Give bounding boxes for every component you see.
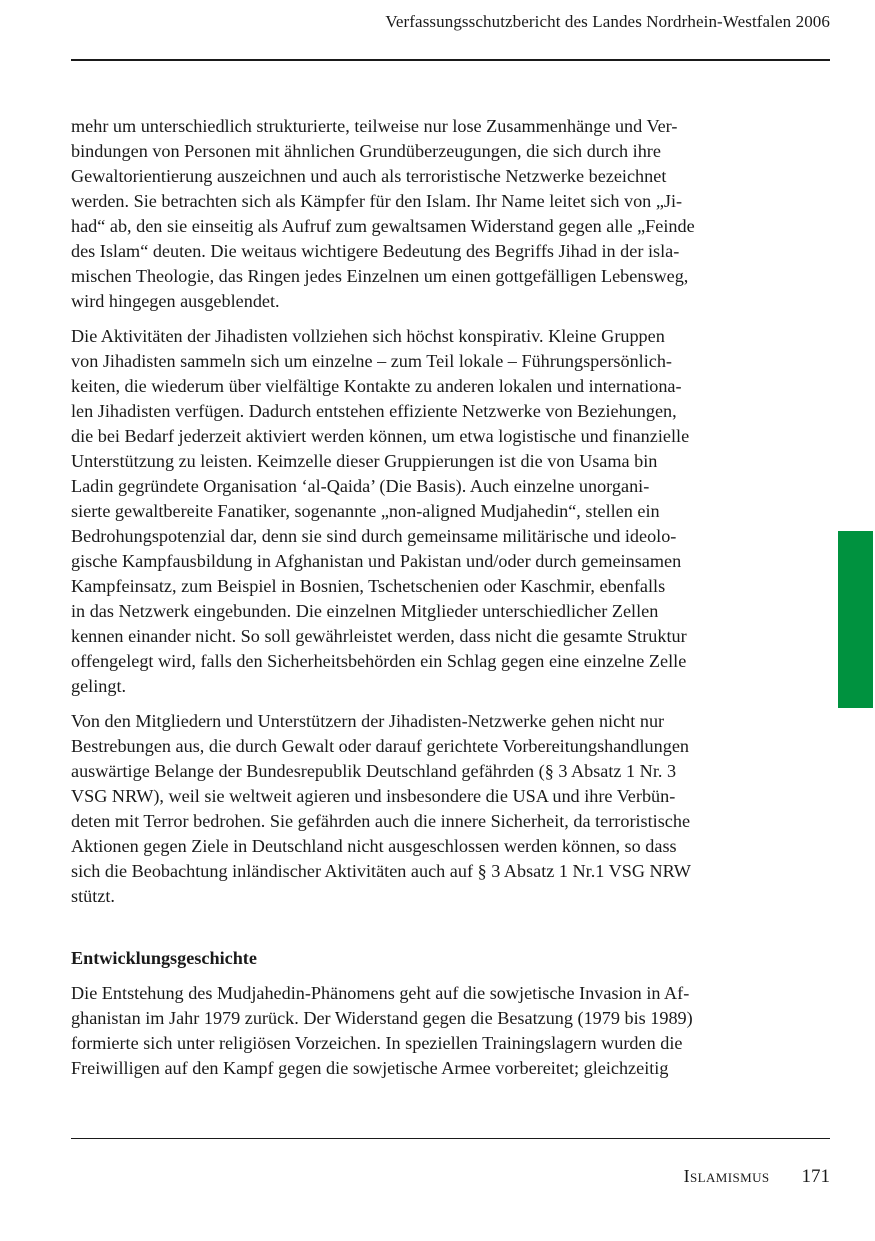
text-line: stützt.	[71, 886, 115, 906]
text-line: VSG NRW), weil sie weltweit agieren und insbesondere die USA und ihre Verbün-	[71, 786, 676, 806]
text-line: ghanistan im Jahr 1979 zurück. Der Widerstand gegen die Besatzung (1979 bis 1989)	[71, 1008, 693, 1028]
text-line: wird hingegen ausgeblendet.	[71, 291, 280, 311]
text-line: mehr um unterschiedlich strukturierte, teilweise nur lose Zusammenhänge und Ver-	[71, 116, 678, 136]
text-line: offengelegt wird, falls den Sicherheitsbehörden ein Schlag gegen eine einzelne Zelle	[71, 651, 687, 671]
text-line: keiten, die wiederum über vielfältige Kontakte zu anderen lokalen und internationa-	[71, 376, 682, 396]
text-line: had“ ab, den sie einseitig als Aufruf zum gewaltsamen Widerstand gegen alle „Feinde	[71, 216, 695, 236]
text-line: sierte gewaltbereite Fanatiker, sogenannte „non-aligned Mudjahedin“, stellen ein	[71, 501, 660, 521]
text-line: Die Aktivitäten der Jihadisten vollziehen sich höchst konspirativ. Kleine Gruppen	[71, 326, 665, 346]
text-line: Unterstützung zu leisten. Keimzelle dieser Gruppierungen ist die von Usama bin	[71, 451, 658, 471]
text-line: die bei Bedarf jederzeit aktiviert werden können, um etwa logistische und finanzielle	[71, 426, 690, 446]
text-line: des Islam“ deuten. Die weitaus wichtigere Bedeutung des Begriffs Jihad in der isla-	[71, 241, 680, 261]
section-heading: Entwicklungsgeschichte	[71, 948, 257, 968]
text-line: Bestrebungen aus, die durch Gewalt oder darauf gerichtete Vorbereitungshandlungen	[71, 736, 690, 756]
text-line: Aktionen gegen Ziele in Deutschland nicht ausgeschlossen werden können, so dass	[71, 836, 677, 856]
footer-section-name: Islamismus	[683, 1166, 770, 1186]
text-line: Freiwilligen auf den Kampf gegen die sowjetische Armee vorbereitet; gleichzeitig	[71, 1058, 669, 1078]
text-line: in das Netzwerk eingebunden. Die einzelnen Mitglieder unterschiedlicher Zellen	[71, 601, 659, 621]
header-rule	[71, 59, 830, 61]
text-line: auswärtige Belange der Bundesrepublik Deutschland gefährden (§ 3 Absatz 1 Nr. 3	[71, 761, 677, 781]
text-line: gische Kampfausbildung in Afghanistan und Pakistan und/oder durch gemeinsamen	[71, 551, 682, 571]
footer-rule	[71, 1138, 830, 1139]
running-header: Verfassungsschutzbericht des Landes Nordrhein-Westfalen 2006	[385, 12, 830, 31]
page-number: 171	[801, 1166, 830, 1187]
text-line: formierte sich unter religiösen Vorzeichen. In speziellen Trainingslagern wurden die	[71, 1033, 683, 1053]
body-paragraph	[71, 709, 789, 909]
text-line: deten mit Terror bedrohen. Sie gefährden auch die innere Sicherheit, da terroristische	[71, 811, 691, 831]
text-line: Ladin gegründete Organisation ‘al-Qaida’ (Die Basis). Auch einzelne unorgani-	[71, 476, 650, 496]
body-paragraph	[71, 114, 789, 314]
text-line: len Jihadisten verfügen. Dadurch entstehen effiziente Netzwerke von Beziehungen,	[71, 401, 677, 421]
page-footer	[684, 1166, 830, 1188]
text-line: kennen einander nicht. So soll gewährleistet werden, dass nicht die gesamte Struktur	[71, 626, 687, 646]
chapter-tab-marker	[838, 531, 873, 708]
text-line: Gewaltorientierung auszeichnen und auch als terroristische Netzwerke bezeichnet	[71, 166, 667, 186]
body-paragraph	[71, 324, 789, 699]
text-line: gelingt.	[71, 676, 127, 696]
page-body	[71, 114, 789, 1091]
text-line: mischen Theologie, das Ringen jedes Einzelnen um einen gottgefälligen Lebensweg,	[71, 266, 689, 286]
text-line: Von den Mitgliedern und Unterstützern der Jihadisten-Netzwerke gehen nicht nur	[71, 711, 665, 731]
text-line: Die Entstehung des Mudjahedin-Phänomens geht auf die sowjetische Invasion in Af-	[71, 983, 690, 1003]
text-line: bindungen von Personen mit ähnlichen Grundüberzeugungen, die sich durch ihre	[71, 141, 661, 161]
body-paragraph	[71, 981, 789, 1081]
text-line: werden. Sie betrachten sich als Kämpfer für den Islam. Ihr Name leitet sich von „Ji-	[71, 191, 683, 211]
text-line: von Jihadisten sammeln sich um einzelne – zum Teil lokale – Führungspersönlich-	[71, 351, 672, 371]
text-line: Kampfeinsatz, zum Beispiel in Bosnien, Tschetschenien oder Kaschmir, ebenfalls	[71, 576, 666, 596]
text-line: sich die Beobachtung inländischer Aktivitäten auch auf § 3 Absatz 1 Nr.1 VSG NRW	[71, 861, 691, 881]
text-line: Bedrohungspotenzial dar, denn sie sind durch gemeinsame militärische und ideolo-	[71, 526, 677, 546]
